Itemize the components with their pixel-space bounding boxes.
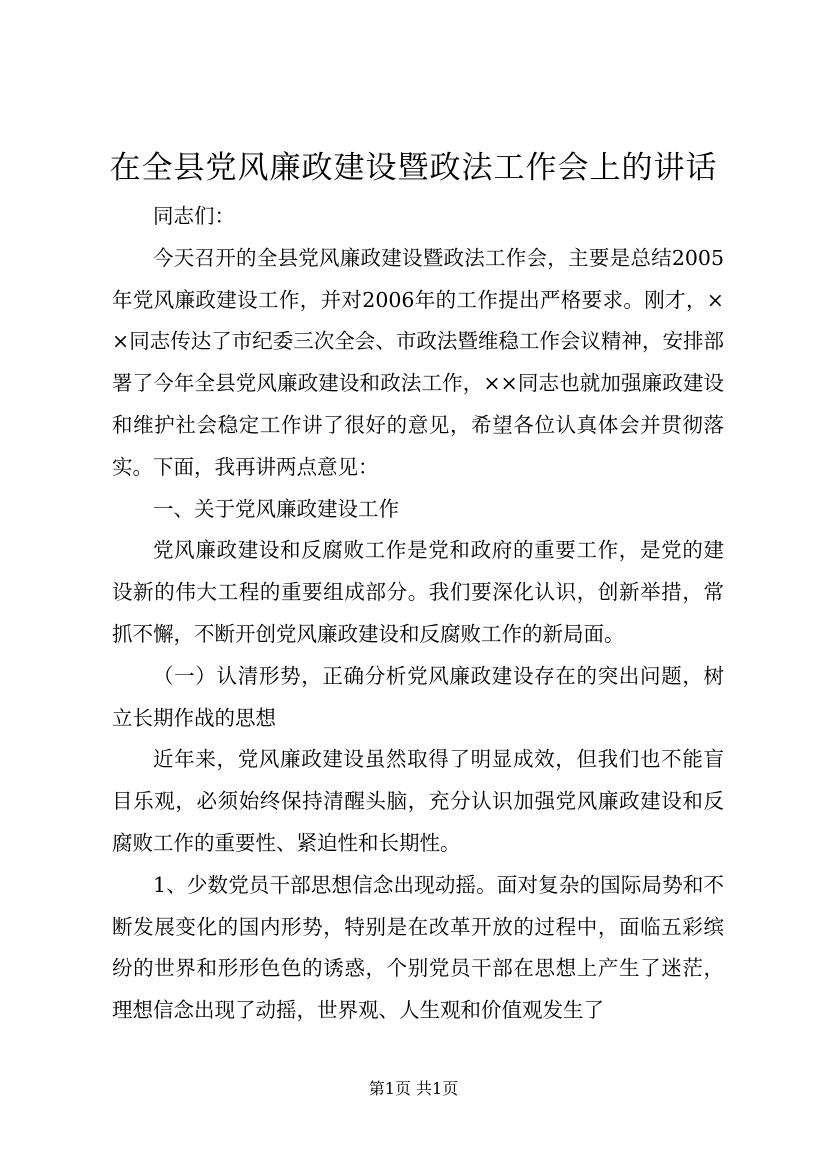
intro-paragraph: 今天召开的全县党风廉政建设暨政法工作会，主要是总结2005年党风廉政建设工作，并对2006年的工作提出严格要求。刚才，××同志传达了市纪委三次全会、市政法暨维稳工作会议精神，安排部署了今年全县党风廉政建设和政法工作，××同志也就加强廉政建设和维护社会稳定工作讲了很好的意见，希望各位认真体会并贯彻落实。下面，我再讲两点意见： bbox=[112, 245, 724, 479]
document-body bbox=[112, 196, 724, 1032]
subsection-heading: （一）认清形势，正确分析党风廉政建设存在的突出问题，树立长期作战的思想 bbox=[112, 663, 724, 730]
body-paragraph: 近年来，党风廉政建设虽然取得了明显成效，但我们也不能盲目乐观，必须始终保持清醒头脑，充分认识加强党风廉政建设和反腐败工作的重要性、紧迫性和长期性。 bbox=[112, 747, 724, 855]
body-paragraph: 党风廉政建设和反腐败工作是党和政府的重要工作，是党的建设新的伟大工程的重要组成部分。我们要深化认识，创新举措，常抓不懈，不断开创党风廉政建设和反腐败工作的新局面。 bbox=[112, 538, 724, 646]
salutation-paragraph: 同志们： bbox=[153, 204, 235, 228]
page-footer: 第1页 共1页 bbox=[368, 1079, 459, 1098]
body-paragraph: 1、少数党员干部思想信念出现动摇。面对复杂的国际局势和不断发展变化的国内形势，特别是在改革开放的过程中，面临五彩缤纷的世界和形形色色的诱惑，个别党员干部在思想上产生了迷茫，理想信念出现了动摇，世界观、人生观和价值观发生了 bbox=[112, 872, 724, 1023]
document-title: 在全县党风廉政建设暨政法工作会上的讲话 bbox=[109, 150, 718, 186]
section-heading: 一、关于党风廉政建设工作 bbox=[153, 496, 399, 521]
